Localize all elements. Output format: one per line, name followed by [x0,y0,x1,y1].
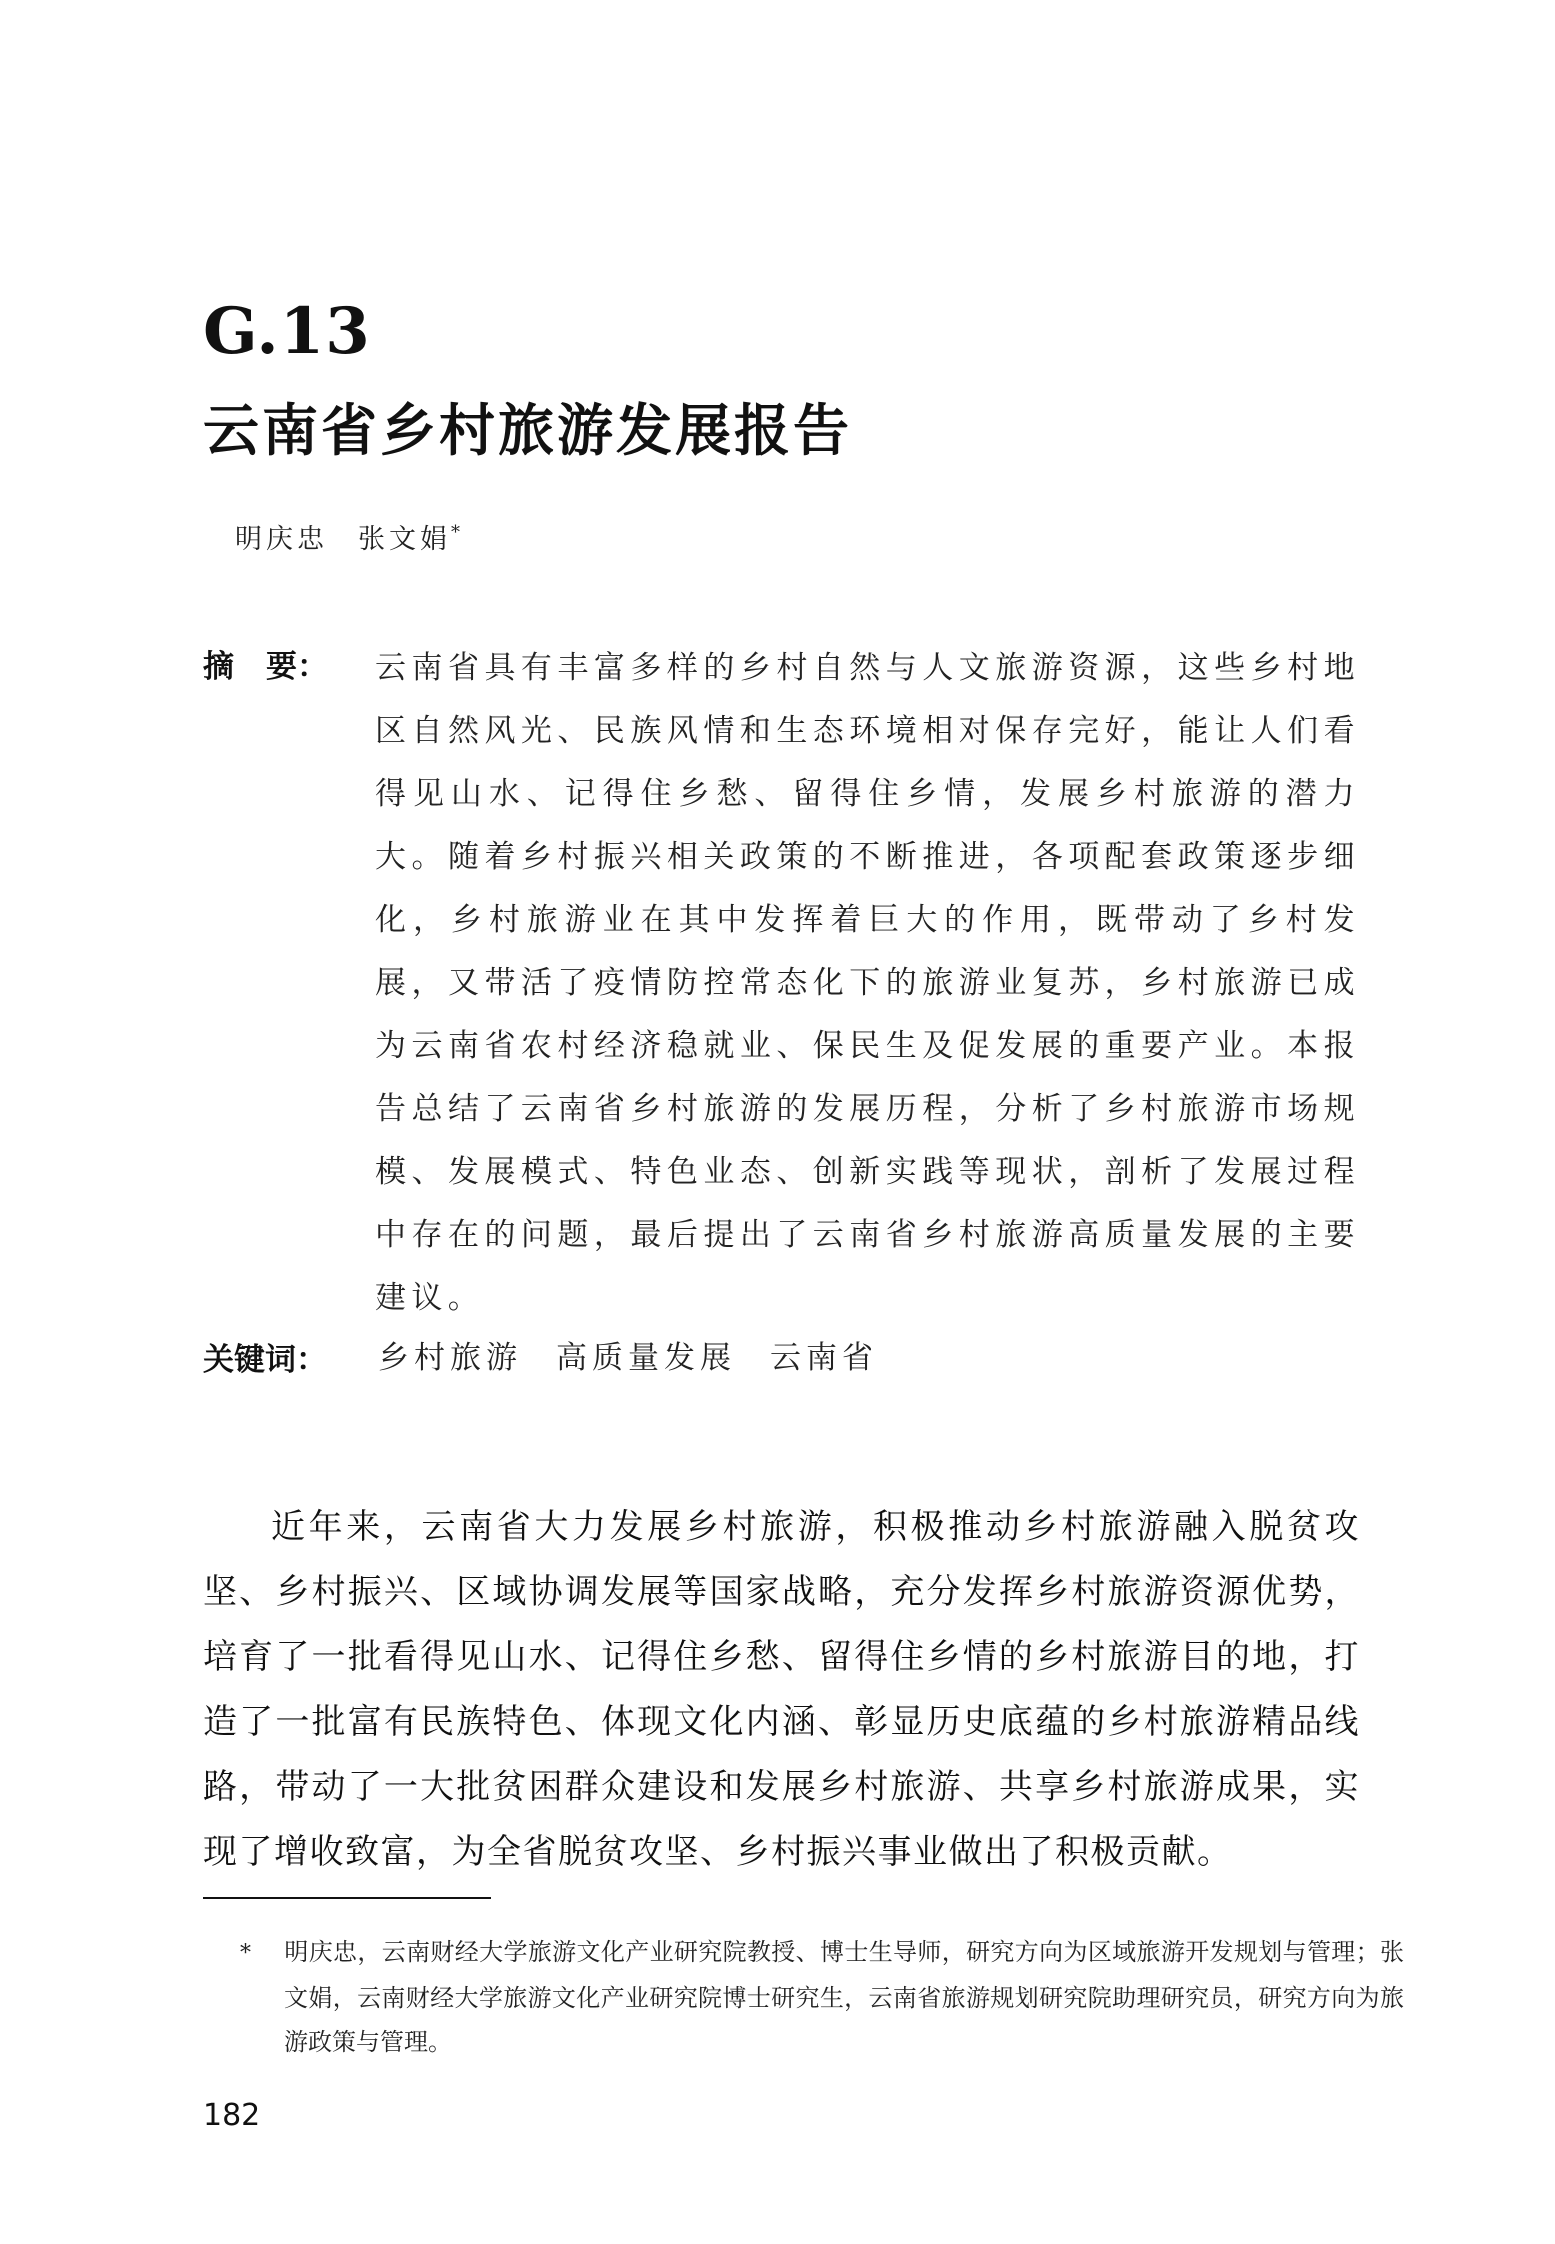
abstract-label-second: 要： [266,649,328,685]
chapter-title: 云南省乡村旅游发展报告 [203,399,852,464]
body-paragraph: 近年来，云南省大力发展乡村旅游，积极推动乡村旅游融入脱贫攻坚、乡村振兴、区域协调发展等国家战略，充分发挥乡村旅游资源优势，培育了一批看得见山水、记得住乡愁、留得住乡情的乡村旅游目的地，打造了一批富有民族特色、体现文化内涵、彰显历史底蕴的乡村旅游精品线路，带动了一大批贫困群众建设和发展乡村旅游、共享乡村旅游成果，实现了增收致富，为全省脱贫攻坚、乡村振兴事业做出了积极贡献。 [203,1507,1360,1872]
keywords-label: 关键词： [203,1342,327,1378]
author-footnote-mark: * [451,522,460,543]
footnote-divider [203,1897,491,1899]
footnote-text: 明庆忠，云南财经大学旅游文化产业研究院教授、博士生导师，研究方向为区域旅游开发规划与管理；张文娟，云南财经大学旅游文化产业研究院博士研究生，云南省旅游规划研究院助理研究员，研究方向为旅游政策与管理。 [284,1938,1404,2056]
author-second: 张文娟 [358,524,451,555]
abstract-label [203,647,328,687]
keyword-item: 高质量发展 [556,1340,736,1376]
chapter-code: G.13 [203,294,371,369]
abstract-label-first: 摘 [203,649,234,685]
author-first: 明庆忠 [235,524,328,555]
footnote [240,1930,1404,2064]
page-number: 182 [203,2098,261,2133]
footnote-mark: * [240,1941,251,1966]
keywords-list [378,1338,878,1378]
authors [235,520,460,559]
abstract-text: 云南省具有丰富多样的乡村自然与人文旅游资源，这些乡村地区自然风光、民族风情和生态环境相对保存完好，能让人们看得见山水、记得住乡愁、留得住乡情，发展乡村旅游的潜力大。随着乡村振兴相关政策的不断推进，各项配套政策逐步细化，乡村旅游业在其中发挥着巨大的作用，既带动了乡村发展，又带活了疫情防控常态化下的旅游业复苏，乡村旅游已成为云南省农村经济稳就业、保民生及促发展的重要产业。本报告总结了云南省乡村旅游的发展历程，分析了乡村旅游市场规模、发展模式、特色业态、创新实践等现状，剖析了发展过程中存在的问题，最后提出了云南省乡村旅游高质量发展的主要建议。 [375,650,1360,1316]
keyword-item: 乡村旅游 [378,1340,522,1376]
keyword-item: 云南省 [770,1340,878,1376]
